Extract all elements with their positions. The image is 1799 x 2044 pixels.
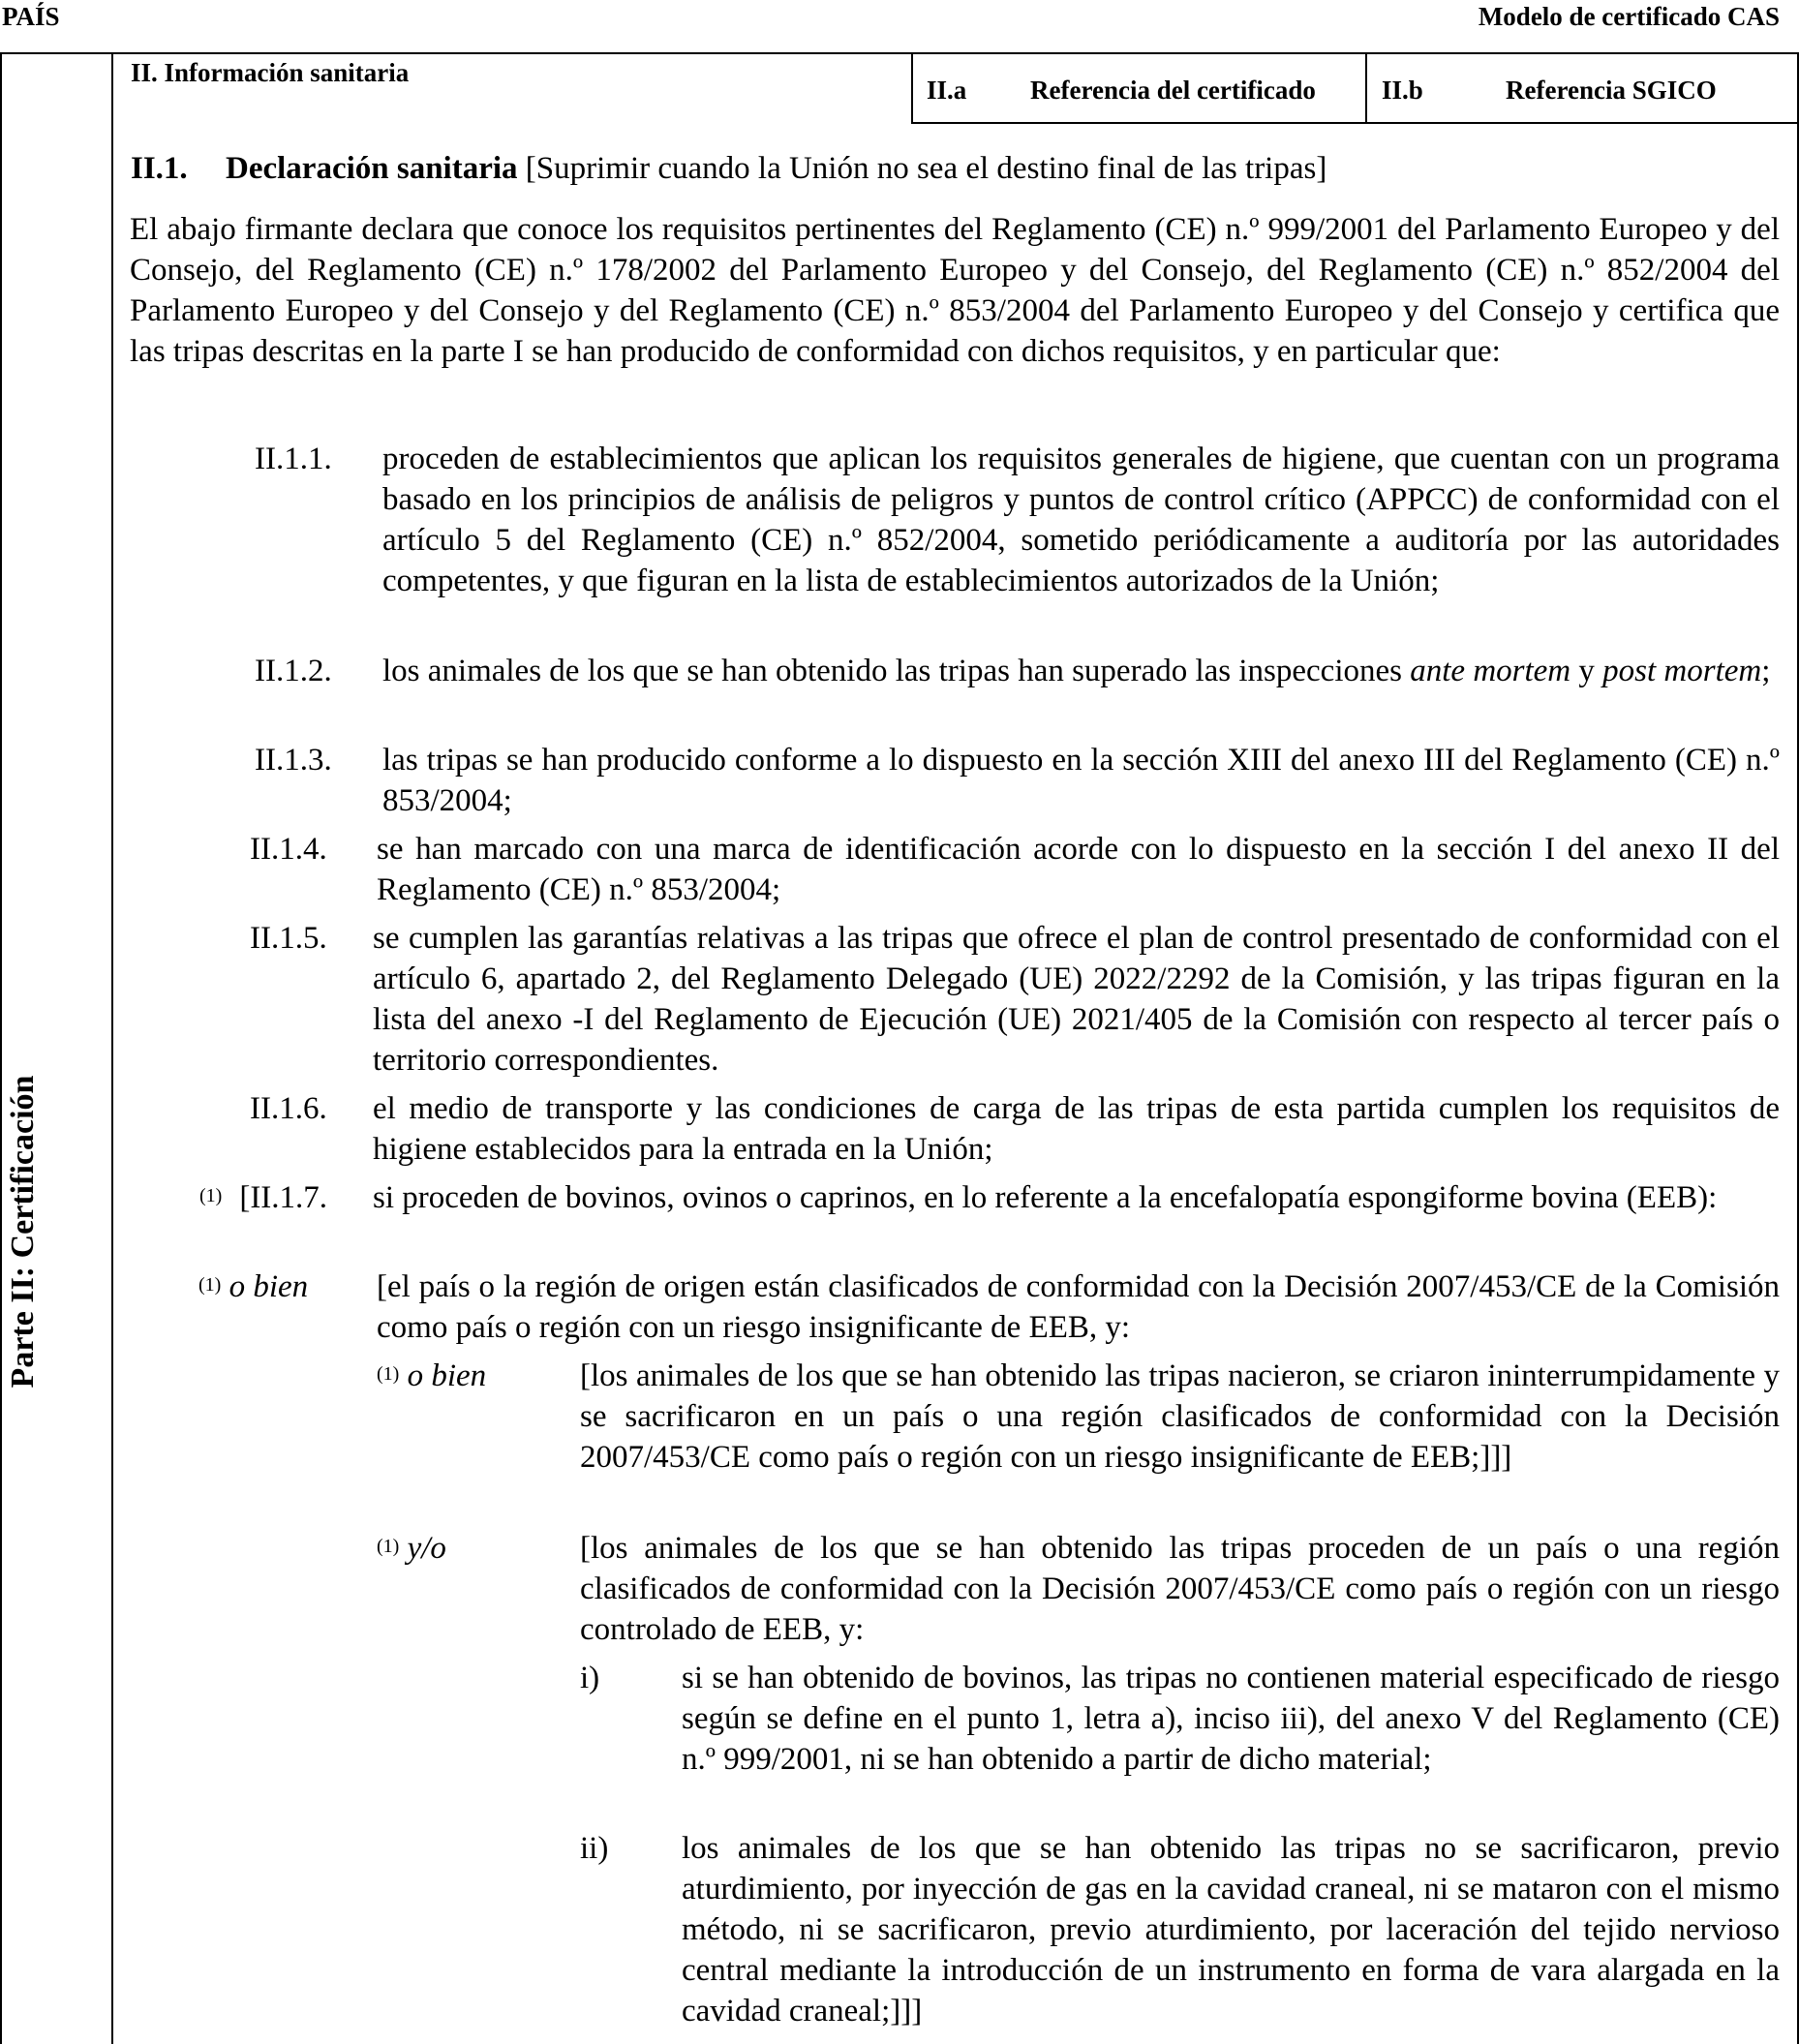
item-number-text: [II.1.7. (239, 1180, 328, 1215)
heading-line (226, 148, 1326, 189)
item-text: se cumplen las garantías relativas a las tripas que ofrece el plan de control presentado de conformidad con el artículo 6, apartado 2, del Reglamento Delegado (UE) 2022/2292 de la Comisión, y las tripas figuran en la lista del anexo -I del Reglamento de Ejecución (UE) 2021/405 de la Comisión con respecto al tercer país o territorio correspondientes. (373, 921, 1780, 1078)
option-label (377, 1528, 446, 1569)
item-number (199, 1177, 327, 1218)
footnote-marker: (1) (377, 1363, 400, 1385)
item-number: II.1.1. (255, 442, 332, 476)
sub-item-number: ii) (580, 1831, 609, 1866)
heading-note: [Suprimir cuando la Unión no sea el destino final de las tripas] (517, 151, 1327, 186)
option-label-text: y/o (407, 1531, 446, 1566)
item-text-part: ; (1761, 654, 1771, 688)
footnote-marker: (1) (198, 1274, 222, 1296)
option-label (198, 1266, 308, 1307)
footnote-marker: (1) (377, 1536, 400, 1557)
reference-box-divider (1365, 52, 1367, 122)
frame-left-border (0, 52, 2, 2044)
item-text-part: y (1570, 654, 1603, 688)
country-label: PAÍS (2, 2, 60, 31)
item-text-italic: ante mortem (1410, 654, 1571, 688)
option-text: [el país o la región de origen están clasificados de conformidad con la Decisión 2007/453/CE de la Comisión como país o región con un riesgo insignificante de EEB, y: (377, 1269, 1780, 1345)
ref-b-label: Referencia SGICO (1506, 76, 1717, 105)
part-ii-side-label-text: Parte II: Certificación (5, 1075, 41, 1388)
heading-title: Declaración sanitaria (226, 151, 518, 186)
item-text: se han marcado con una marca de identificación acorde con lo dispuesto en la sección I del anexo II del Reglamento (CE) n.º 853/2004; (377, 832, 1780, 907)
sub-item-number: i) (580, 1661, 600, 1695)
option-label-text: o bien (229, 1269, 309, 1304)
sub-item-text: si se han obtenido de bovinos, las tripas no contienen material especificado de riesgo según se define en el punto 1, letra a), inciso iii), del anexo V del Reglamento (CE) n.º 999/2001, ni se han obtenido a partir de dicho material; (682, 1661, 1780, 1777)
heading-number: II.1. (131, 151, 188, 186)
option-label (377, 1356, 486, 1396)
item-number: II.1.6. (250, 1091, 327, 1126)
item-text: el medio de transporte y las condiciones de carga de las tripas de esta partida cumplen los requisitos de higiene establecidos para la entrada en la Unión; (373, 1091, 1780, 1167)
ref-a-code: II.a (927, 76, 967, 105)
frame-inner-divider (111, 52, 113, 2044)
section-title: II. Información sanitaria (131, 58, 410, 87)
sub-item-text: los animales de los que se han obtenido las tripas no se sacrificaron, previo aturdimiento, por inyección de gas en la cavidad craneal, ni se mataron con el mismo método, ni se sacrificaron, previo aturdimiento, por laceración del tejido nervioso central mediante la introducción de un instrumento en forma de vara alargada en la cavidad craneal;]]] (682, 1831, 1780, 2029)
item-text-italic: post mortem (1602, 654, 1762, 688)
intro-paragraph: El abajo firmante declara que conoce los requisitos pertinentes del Reglamento (CE) n.º 999/2001 del Parlamento Europeo y del Consejo, del Reglamento (CE) n.º 178/2002 del Parlamento Europeo y del Consejo, del Reglamento (CE) n.º 852/2004 del Parlamento Europeo y del Consejo y del Reglamento (CE) n.º 853/2004 del Parlamento Europeo y del Consejo y certifica que las tripas descritas en la parte I se han producido de conformidad con dichos requisitos, y en particular que: (130, 212, 1780, 369)
item-number: II.1.5. (250, 921, 327, 956)
certificate-model-label: Modelo de certificado CAS (1478, 2, 1780, 31)
item-number: II.1.3. (255, 743, 332, 778)
item-text: las tripas se han producido conforme a lo dispuesto en la sección XIII del anexo III del Reglamento (CE) n.º 853/2004; (382, 743, 1780, 818)
item-number: II.1.2. (255, 654, 332, 688)
option-text: [los animales de los que se han obtenido las tripas proceden de un país o una región clasificados de conformidad con la Decisión 2007/453/CE como país o región con un riesgo controlado de EEB, y: (580, 1531, 1780, 1647)
footnote-marker: (1) (199, 1185, 223, 1206)
item-text (382, 651, 1780, 691)
ref-b-code: II.b (1382, 76, 1423, 105)
item-text: si proceden de bovinos, ovinos o caprinos, en lo referente a la encefalopatía espongiforme bovina (EEB): (373, 1180, 1718, 1215)
item-number: II.1.4. (250, 832, 327, 867)
option-text: [los animales de los que se han obtenido las tripas nacieron, se criaron ininterrumpidamente y se sacrificaron en un país o una región clasificados de conformidad con la Decisión 2007/453/CE como país o región con un riesgo insignificante de EEB;]]] (580, 1358, 1780, 1475)
item-text: proceden de establecimientos que aplican los requisitos generales de higiene, que cuentan con un programa basado en los principios de análisis de peligros y puntos de control crítico (APPCC) de conformidad con el artículo 5 del Reglamento (CE) n.º 852/2004, sometido periódicamente a auditoría por las autoridades competentes, y que figuran en la lista de establecimientos autorizados de la Unión; (382, 442, 1780, 598)
item-text-part: los animales de los que se han obtenido las tripas han superado las inspecciones (382, 654, 1411, 688)
ref-a-label: Referencia del certificado (1030, 76, 1316, 105)
option-label-text: o bien (407, 1358, 487, 1393)
